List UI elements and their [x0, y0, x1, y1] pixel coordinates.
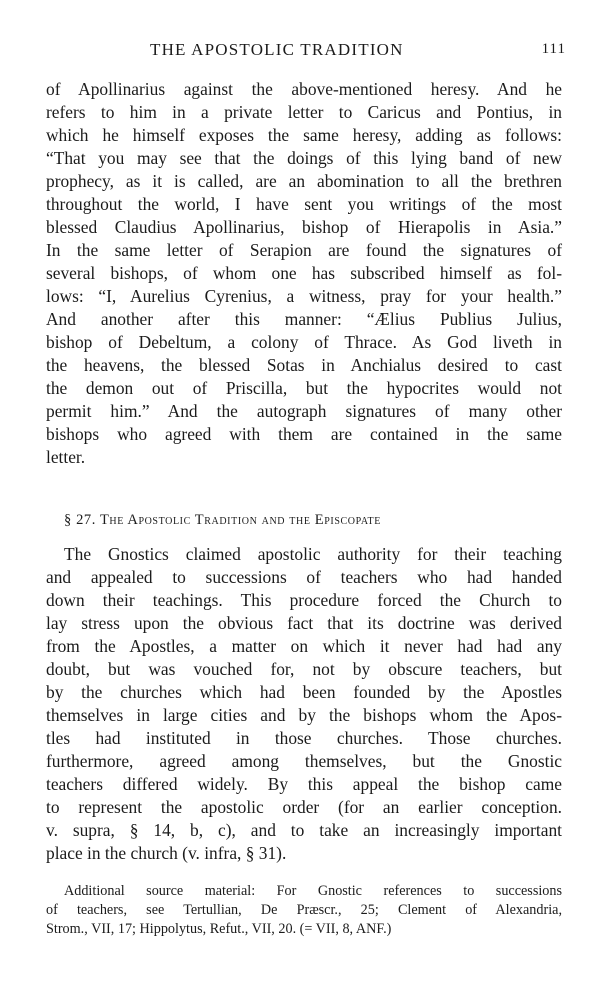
text-line: the demon out of Priscilla, but the hypocrites would not: [46, 378, 562, 398]
note-line: of teachers, see Tertullian, De Præscr., 25; Clement of Alexandria,: [46, 902, 562, 918]
text-line: letter.: [46, 447, 86, 467]
text-line: tles had instituted in those churches. Those churches.: [46, 728, 562, 748]
text-line: bishop of Debeltum, a colony of Thrace. As God liveth in: [46, 332, 562, 352]
note-line: Strom., VII, 17; Hippolytus, Refut., VII, 20. (= VII, 8, ANF.): [46, 921, 392, 937]
text-line: down their teachings. This procedure forced the Church to: [46, 590, 562, 610]
text-line: refers to him in a private letter to Caricus and Pontius, in: [46, 102, 562, 122]
text-line: “That you may see that the doings of this lying band of new: [46, 148, 562, 168]
text-line: themselves in large cities and by the bishops whom the Apos-: [46, 705, 562, 725]
text-line: The Gnostics claimed apostolic authority for their teaching: [64, 544, 562, 564]
text-line: permit him.” And the autograph signatures of many other: [46, 401, 562, 421]
text-line: which he himself exposes the same heresy, adding as follows:: [46, 125, 562, 145]
text-line: throughout the world, I have sent you writings of the most: [46, 194, 562, 214]
text-line: lows: “I, Aurelius Cyrenius, a witness, pray for your health.”: [46, 286, 562, 306]
text-line: blessed Claudius Apollinarius, bishop of Hierapolis in Asia.”: [46, 217, 562, 237]
text-line: bishops who agreed with them are contained in the same: [46, 424, 562, 444]
running-head-title: THE APOSTOLIC TRADITION: [150, 40, 404, 59]
running-head: [46, 40, 566, 62]
page-number: 111: [541, 41, 566, 57]
text-line: furthermore, agreed among themselves, but the Gnostic: [46, 751, 562, 771]
text-line: by the churches which had been founded by the Apostles: [46, 682, 562, 702]
note-line: Additional source material: For Gnostic references to successions: [64, 883, 562, 899]
text-line: prophecy, as it is called, are an abomination to all the brethren: [46, 171, 562, 191]
text-line: teachers differed widely. By this appeal the bishop came: [46, 774, 562, 794]
text-line: the heavens, the blessed Sotas in Anchialus desired to cast: [46, 355, 562, 375]
text-line: of Apollinarius against the above-mentioned heresy. And he: [46, 79, 562, 99]
text-line: several bishops, of whom one has subscribed himself as fol-: [46, 263, 562, 283]
text-line: and appealed to successions of teachers who had handed: [46, 567, 562, 587]
text-line: And another after this manner: “Ælius Publius Julius,: [46, 309, 562, 329]
section-heading: [64, 512, 381, 529]
text-line: In the same letter of Serapion are found the signatures of: [46, 240, 562, 260]
text-line: doubt, but was vouched for, not by obscure teachers, but: [46, 659, 562, 679]
text-line: v. supra, § 14, b, c), and to take an increasingly important: [46, 820, 562, 840]
text-line: from the Apostles, a matter on which it never had had any: [46, 636, 562, 656]
section-heading-text: § 27. The Apostolic Tradition and the Episcopate: [64, 512, 381, 528]
text-line: lay stress upon the obvious fact that its doctrine was derived: [46, 613, 562, 633]
text-line: place in the church (v. infra, § 31).: [46, 843, 287, 863]
text-line: to represent the apostolic order (for an earlier conception.: [46, 797, 562, 817]
